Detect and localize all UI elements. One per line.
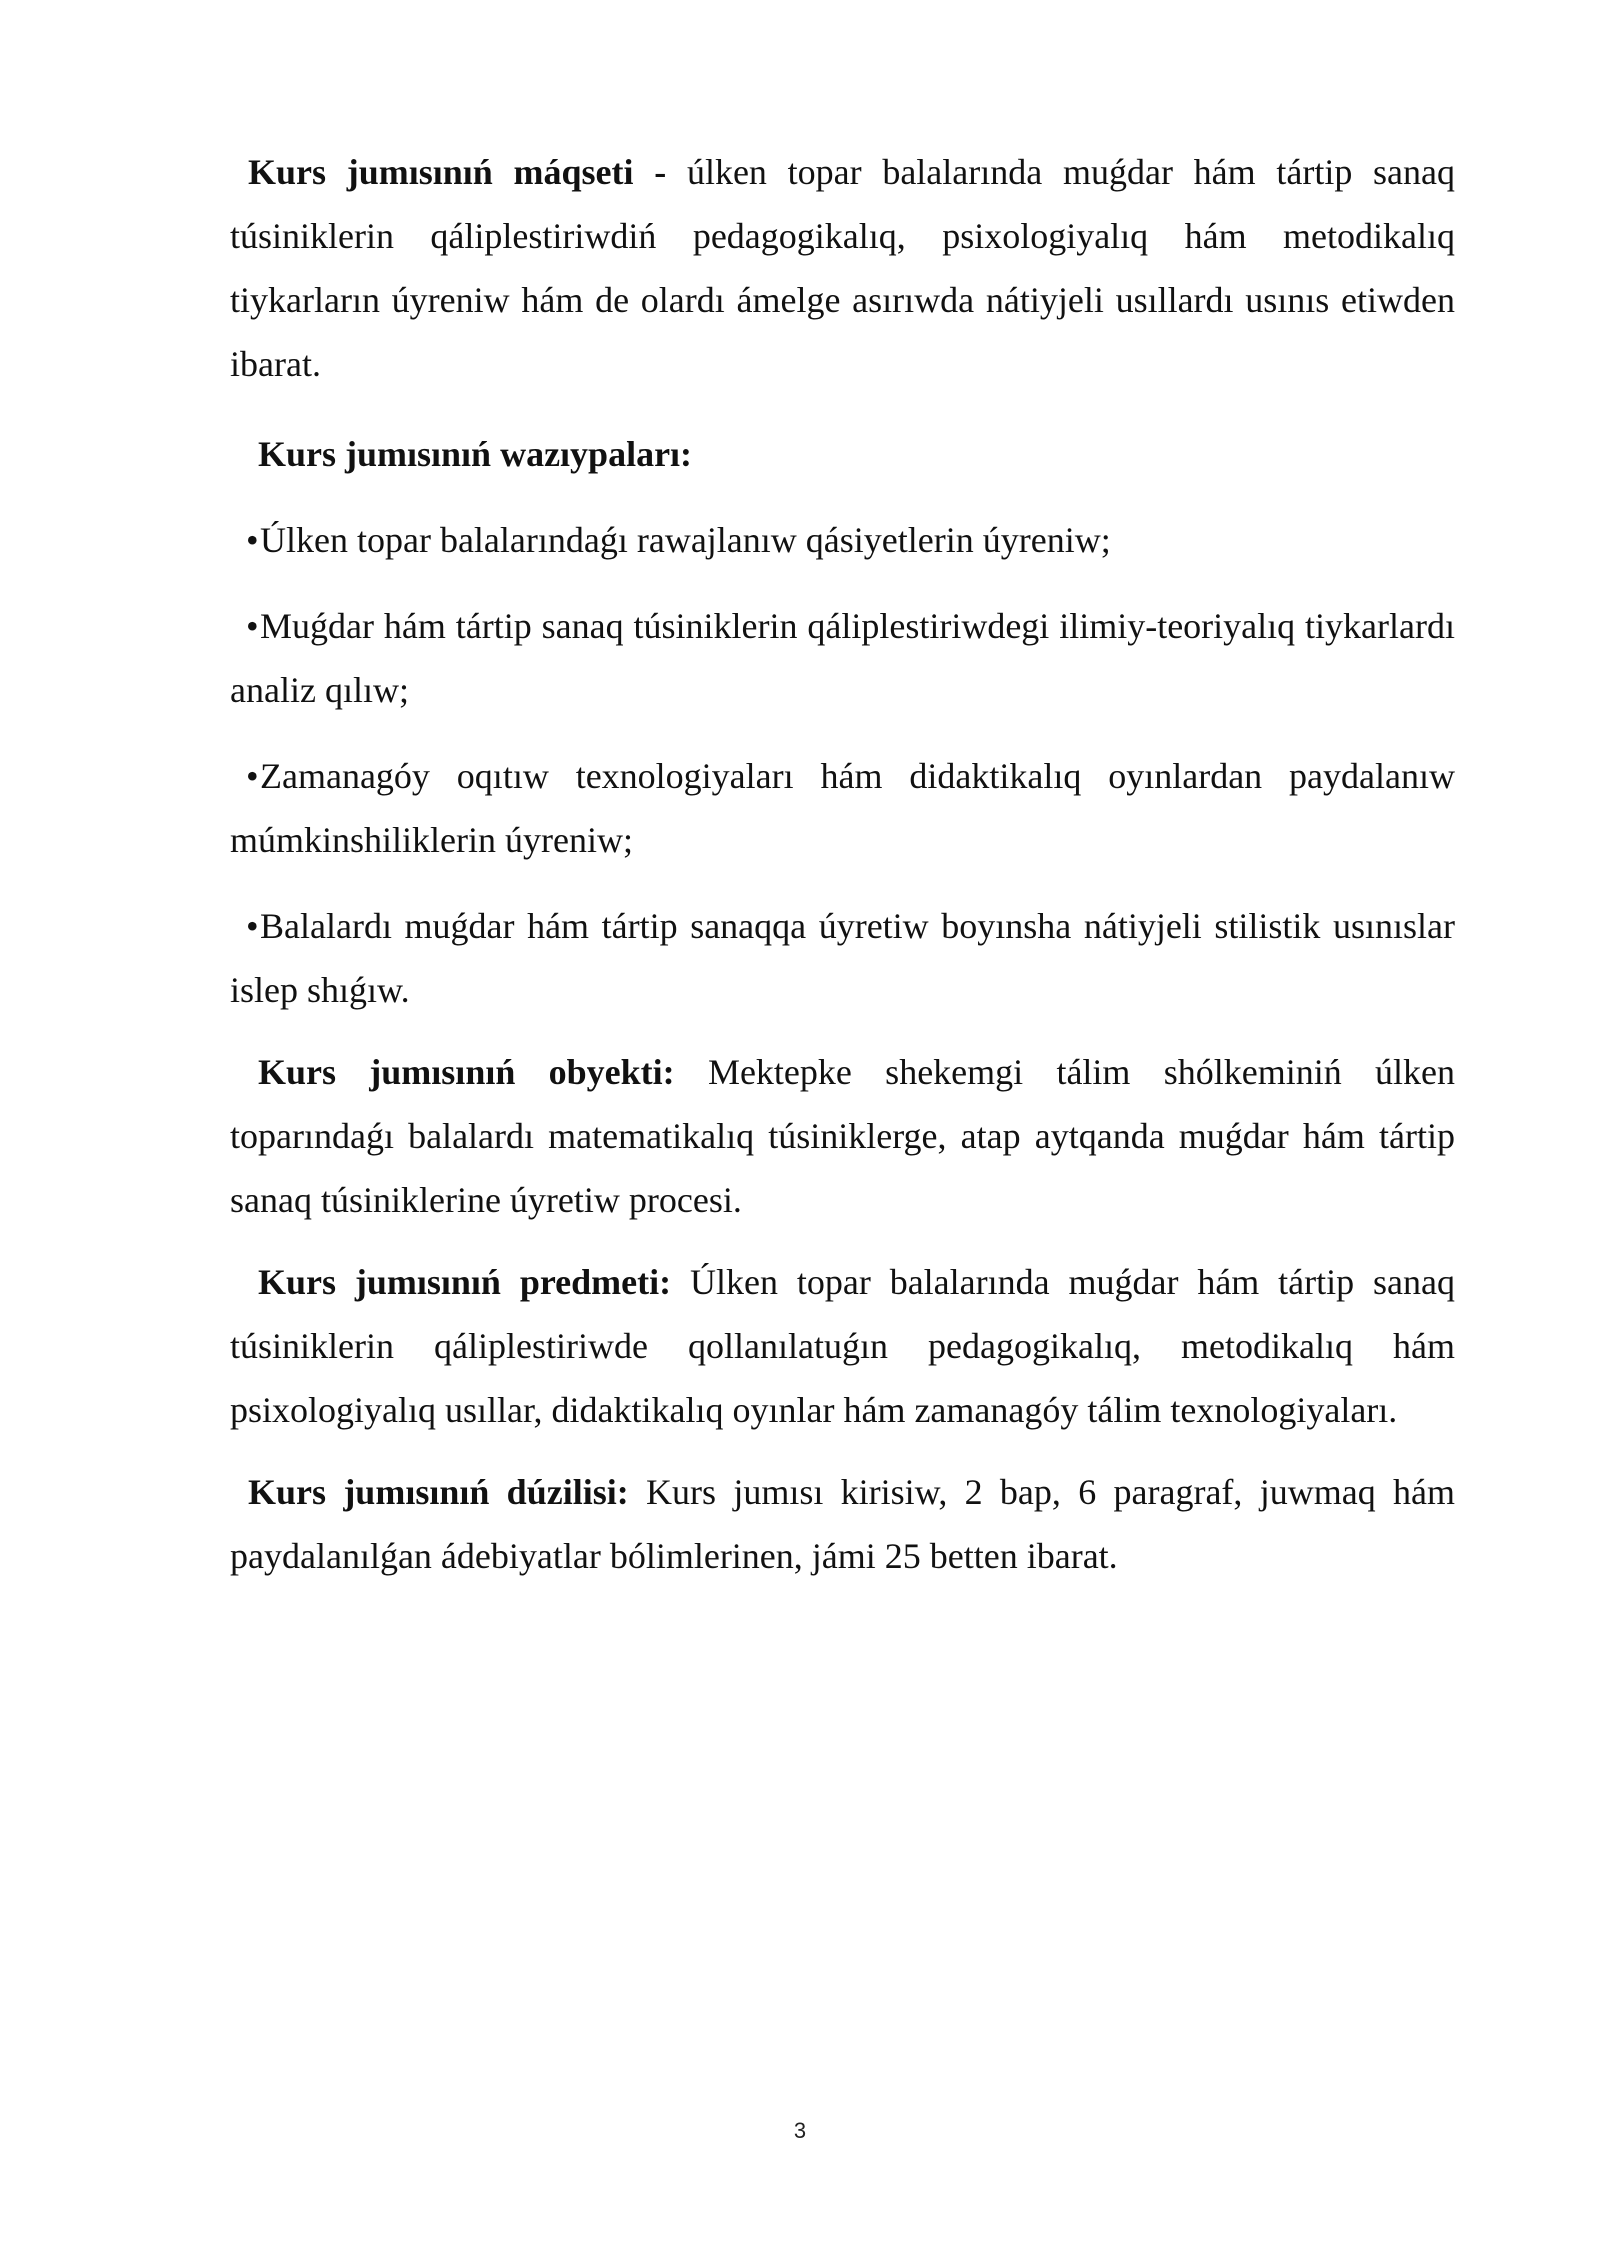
task-item-text: Zamanagóy oqıtıw texnologiyaları hám didaktikalıq oyınlardan paydalanıw múmkinshiliklerin úyreniw; bbox=[230, 756, 1455, 860]
structure-label: Kurs jumısınıń dúzilisi: bbox=[248, 1472, 629, 1512]
subject-text: Úlken topar balalarında muǵdar hám tártip sanaq túsiniklerin qáliplestiriwde qollanılatuǵın pedagogikalıq, metodikalıq hám psixologiyalıq usıllar, didaktikalıq oyınlar hám zamanagóy tálim texnologiyaları. bbox=[230, 1262, 1455, 1430]
object-label: Kurs jumısınıń obyekti: bbox=[258, 1052, 675, 1092]
page-number: 3 bbox=[793, 2118, 807, 2143]
bullet-icon: • bbox=[246, 606, 259, 646]
task-item bbox=[230, 894, 1455, 1022]
tasks-heading: Kurs jumısınıń wazıypaları: bbox=[258, 434, 693, 474]
page-content bbox=[230, 140, 1455, 1588]
structure-text: Kurs jumısı kirisiw, 2 bap, 6 paragraf, juwmaq hám paydalanılǵan ádebiyatlar bólimlerinen, jámi 25 betten ibarat. bbox=[230, 1472, 1455, 1576]
structure-paragraph bbox=[230, 1460, 1455, 1588]
bullet-icon: • bbox=[246, 520, 259, 560]
purpose-text: úlken topar balalarında muǵdar hám tártip sanaq túsiniklerin qáliplestiriwdiń pedagogikalıq, psixologiyalıq hám metodikalıq tiykarların úyreniw hám de olardı ámelge asırıwda nátiyjeli usıllardı usınıs etiwden ibarat. bbox=[230, 152, 1456, 384]
object-text: Mektepke shekemgi tálim shólkeminiń úlken toparındaǵı balalardı matematikalıq túsiniklerge, atap aytqanda muǵdar hám tártip sanaq túsiniklerine úyretiw procesi. bbox=[230, 1052, 1455, 1220]
subject-label: Kurs jumısınıń predmeti: bbox=[258, 1262, 672, 1302]
purpose-label: Kurs jumısınıń máqseti - bbox=[248, 152, 667, 192]
purpose-paragraph bbox=[230, 140, 1455, 396]
bullet-icon: • bbox=[246, 906, 259, 946]
task-item bbox=[230, 508, 1455, 572]
task-item bbox=[230, 594, 1455, 722]
object-paragraph bbox=[230, 1040, 1455, 1232]
task-item-text: Úlken topar balalarındaǵı rawajlanıw qásiyetlerin úyreniw; bbox=[260, 520, 1111, 560]
task-item-text: Muǵdar hám tártip sanaq túsiniklerin qáliplestiriwdegi ilimiy-teoriyalıq tiykarlardı analiz qılıw; bbox=[230, 606, 1455, 710]
subject-paragraph bbox=[230, 1250, 1455, 1442]
task-item bbox=[230, 744, 1455, 872]
task-item-text: Balalardı muǵdar hám tártip sanaqqa úyretiw boyınsha nátiyjeli stilistik usınıslar islep shıǵıw. bbox=[230, 906, 1455, 1010]
bullet-icon: • bbox=[246, 756, 259, 796]
